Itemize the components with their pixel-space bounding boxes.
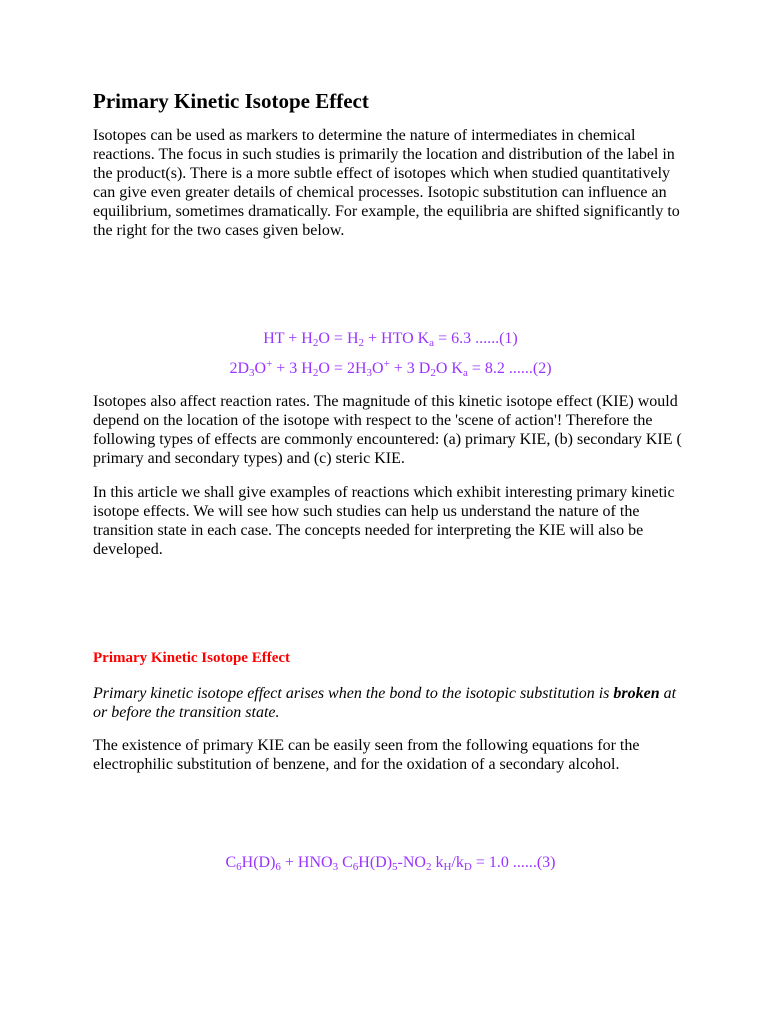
equation-2: $2D_3O^+ + 3$ $H_2O = 2H_3O^+ + 3$ $D_2O$ $K_a = 8.2$ ......(2) [229,358,552,379]
existence-paragraph: The existence of primary KIE can be easily seen from the following equations for the electrophilic substitution of benzene, and for the oxidation of a secondary alcohol. [93,737,640,773]
intro-paragraph: Isotopes can be used as markers to determine the nature of intermediates in chemical reactions. The focus in such studies is primarily the location and distribution of the label in the product(s). There is a more subtle effect of isotopes which when studied quantitatively can give even greater details of chemical processes. Isotopic substitution can influence an equilibrium, sometimes dramatically. For example, the equilibria are shifted significantly to the right for the two cases given below. [93,127,680,239]
rates-paragraph: Isotopes also affect reaction rates. The magnitude of this kinetic isotope effect (KIE) would depend on the location of the isotope with respect to the 'scene of action'! Therefore the following types of effects are commonly encountered: (a) primary KIE, (b) secondary KIE ( primary and secondary types) and (c) steric KIE. [93,393,682,467]
equation-1: HT + $H_2O = H_2$ + HTO $K_a = 6.3$ ......(1) [263,330,518,349]
article-paragraph: In this article we shall give examples of reactions which exhibit interesting primary kinetic isotope effects. We will see how such studies can help us understand the nature of the transition state in each case. The concepts needed for interpreting the KIE will also be developed. [93,484,675,558]
equation-3: $C_6H(D)_6 + HNO_3$ $C_6H(D)_5-NO_2$ $k_H/k_D = 1.0$ ......(3) [225,854,556,873]
definition-paragraph: Primary kinetic isotope effect arises when the bond to the isotopic substitution is broken at or before the transition state. [93,685,677,721]
page-title: Primary Kinetic Isotope Effect [93,89,369,113]
section-heading: Primary Kinetic Isotope Effect [93,650,291,666]
